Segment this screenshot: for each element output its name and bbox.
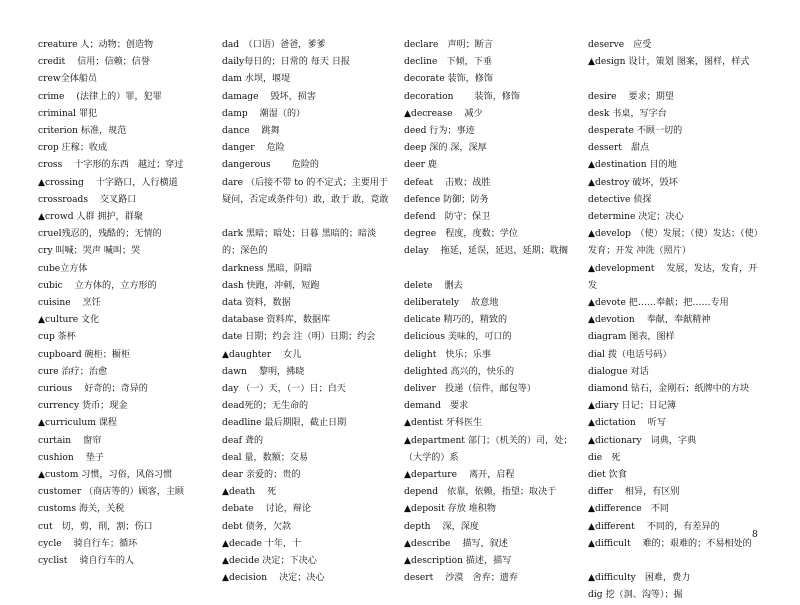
entry: date 日期；约会 注（明）日期；约会	[222, 332, 376, 343]
entry: cross 十字形的东西 越过；穿过	[38, 160, 184, 171]
entry: ▲decide 决定；下决心	[222, 556, 317, 567]
entry: credit 信用；信赖；信誉	[38, 57, 150, 68]
entry: ▲culture 文化	[38, 315, 100, 326]
entry: differ 相异，有区别	[588, 487, 680, 498]
entry: die 死	[588, 452, 621, 463]
entry: defence 防御；防务	[404, 194, 489, 205]
entry: curtain 窗帘	[38, 435, 102, 446]
entry: ▲custom 习惯，习俗，风俗习惯	[38, 470, 173, 481]
entry: demand 要求	[404, 401, 469, 412]
entry: ▲dictation 听写	[588, 418, 666, 429]
entry: deed 行为；事迹	[404, 126, 475, 137]
entry: ▲dentist 牙科医生	[404, 418, 483, 429]
entry: delete 删去	[404, 280, 463, 291]
entry: ▲describe 描写，叙述	[404, 538, 508, 549]
entry: currency 货币；现金	[38, 401, 128, 412]
entry: deadline 最后期限，截止日期	[222, 418, 347, 429]
entry: dial 拨（电话号码）	[588, 349, 672, 360]
entry: delighted 高兴的，快乐的	[404, 366, 515, 377]
entry: cushion 垫子	[38, 452, 104, 463]
entry: ▲difficult 难的；艰难的；不易相处的	[588, 538, 752, 549]
entry: desperate 不顾一切的	[588, 126, 683, 136]
entry: depth 深，深度	[404, 521, 479, 532]
entry: ▲department 部门；（机关的）司，处；（大学的）系	[404, 435, 573, 463]
entry: cycle 骑自行车；循环	[38, 538, 138, 549]
entry: cyclist 骑自行车的人	[38, 556, 135, 567]
entry: danger 危险	[222, 143, 285, 154]
entry: ▲devotion 奉献，奉献精神	[588, 315, 711, 326]
entry: creature 人；动物；创造物	[38, 40, 154, 50]
entry: desire 要求；期望	[588, 91, 674, 102]
entry: dangerous 危险的	[222, 160, 320, 171]
entry: dash 快跑，冲刺，短跑	[222, 280, 320, 291]
entry: debate 讨论，辩论	[222, 504, 311, 515]
entry: degree 程度，度数；学位	[404, 229, 518, 240]
entry: dig 挖（洞、沟等）；掘	[588, 590, 683, 601]
entry: ▲description 描述，描写	[404, 556, 512, 567]
entry: defend 防守；保卫	[404, 212, 491, 223]
entry: deliberately 故意地	[404, 298, 499, 309]
entry: cubic 立方体的，立方形的	[38, 280, 157, 291]
entry: desk 书桌，写字台	[588, 108, 667, 119]
entry: deep 深的 深，深厚	[404, 143, 487, 154]
entry: cube立方体	[38, 263, 88, 274]
entry: ▲departure 离开，启程	[404, 470, 515, 481]
entry: crew全体船员	[38, 74, 97, 85]
entry: dark 黑暗；暗处；日暮 黑暗的；暗淡的；深色的	[222, 229, 377, 257]
column-4	[588, 37, 760, 605]
entry: ▲dictionary 词典，字典	[588, 435, 697, 446]
entry: dam 水坝，堰堤	[222, 74, 291, 85]
entry: ▲crossing 十字路口，人行横道	[38, 177, 178, 188]
entry: deserve 应受	[588, 40, 652, 50]
entry: detective 侦探	[588, 194, 652, 205]
entry: darkness 黑暗，阴暗	[222, 263, 313, 274]
entry: declare 声明；断言	[404, 40, 493, 50]
entry: diagram 图表，图样	[588, 332, 675, 343]
entry: delay 拖延，延误，延迟，延期；耽搁	[404, 246, 568, 257]
entry: ▲difficulty 困难，费力	[588, 573, 691, 584]
entry: cry 叫喊；哭声 喊叫；哭	[38, 246, 141, 257]
entry: diamond 钻石，金刚石；纸牌中的方块	[588, 384, 750, 395]
entry: cure 治疗；治愈	[38, 366, 108, 377]
entry: dialogue 对话	[588, 366, 649, 377]
entry: customs 海关，关税	[38, 504, 125, 515]
entry: ▲devote 把……奉献；把……专用	[588, 298, 729, 308]
entry: curious 好奇的；奇异的	[38, 384, 148, 395]
entry: ▲curriculum 课程	[38, 418, 117, 429]
entry: ▲daughter 女儿	[222, 349, 302, 360]
column-1	[38, 37, 210, 570]
entry: decline 下倾，下垂	[404, 57, 492, 68]
column-3	[404, 37, 576, 587]
entry: cuisine 烹饪	[38, 298, 101, 309]
entry: cupboard 碗柜；橱柜	[38, 349, 131, 360]
entry: deaf 聋的	[222, 435, 264, 446]
entry: dance 跳舞	[222, 126, 280, 137]
entry: decoration 装饰，修饰	[404, 91, 520, 102]
entry: ▲destination 目的地	[588, 160, 677, 171]
entry: ▲decrease 减少	[404, 108, 483, 119]
entry: deliver 投递（信件，邮包等）	[404, 384, 536, 395]
entry: cruel残忍的，残酷的；无情的	[38, 229, 162, 240]
entry: decorate 装饰，修饰	[404, 74, 493, 85]
entry: ▲crowd 人群 拥护，群聚	[38, 212, 143, 223]
entry: ▲develop （使）发展；（使）发达；（使）发育；开发 冲洗（照片）	[588, 229, 759, 257]
entry: defeat 击败；战胜	[404, 177, 491, 188]
page-number: 8	[752, 530, 758, 540]
entry: dawn 黎明，拂晓	[222, 366, 305, 377]
column-2	[222, 37, 394, 587]
entry: crossroads 交叉路口	[38, 194, 137, 205]
entry: dear 亲爱的；贵的	[222, 470, 301, 481]
entry: ▲difference 不同	[588, 504, 669, 515]
entry: ▲decision 决定；决心	[222, 573, 325, 584]
entry: ▲deposit 存放 堆积物	[404, 504, 496, 515]
entry: database 资料库，数据库	[222, 315, 331, 326]
entry: damp 潮湿（的）	[222, 108, 306, 119]
entry: ▲development 发展，发达，发育，开发	[588, 263, 758, 291]
entry: cut 切，剪，削，割；伤口	[38, 521, 153, 532]
entry: deal 量，数额；交易	[222, 452, 309, 463]
entry: customer （商店等的）顾客，主顾	[38, 487, 185, 498]
entry: determine 决定；决心	[588, 212, 684, 223]
entry: diet 饮食	[588, 470, 627, 481]
entry: ▲decade 十年，十	[222, 538, 302, 549]
entry: day （一）天，（一）日；白天	[222, 384, 346, 395]
entry: delight 快乐；乐事	[404, 349, 491, 360]
entry: ▲design 设计，策划 图案，图样，样式	[588, 57, 750, 68]
entry: dead死的；无生命的	[222, 401, 309, 412]
entry: ▲death 死	[222, 487, 277, 498]
entry: daily每日的；日常的 每天 日报	[222, 57, 351, 68]
entry: debt 债务，欠款	[222, 521, 292, 532]
entry: delicious 美味的，可口的	[404, 332, 512, 343]
entry: criterion 标准，规范	[38, 126, 127, 137]
entry: criminal 罪犯	[38, 108, 98, 119]
entry: data 资料，数据	[222, 298, 291, 309]
entry: dare （后接不带 to 的不定式；主要用于疑问，否定或条件句）敢，敢于 敢，竟敢	[222, 177, 389, 205]
entry: ▲different 不同的，有差异的	[588, 521, 720, 532]
entry: damage 毁坏，损害	[222, 91, 316, 102]
entry: desert 沙漠 舍弃；遗弃	[404, 573, 518, 584]
entry: cup 茶杯	[38, 332, 76, 343]
entry: ▲destroy 破坏，毁坏	[588, 177, 678, 188]
entry: deer 鹿	[404, 160, 437, 171]
entry: delicate 精巧的，精致的	[404, 315, 508, 326]
entry: crime (法律上的）罪，犯罪	[38, 91, 162, 102]
entry: dessert 甜点	[588, 143, 650, 154]
entry: dad （口语）爸爸，爹爹	[222, 40, 326, 50]
entry: depend 依靠，依赖，指望；取决于	[404, 487, 557, 498]
entry: crop 庄稼；收成	[38, 143, 108, 154]
entry: ▲diary 日记；日记簿	[588, 401, 677, 412]
